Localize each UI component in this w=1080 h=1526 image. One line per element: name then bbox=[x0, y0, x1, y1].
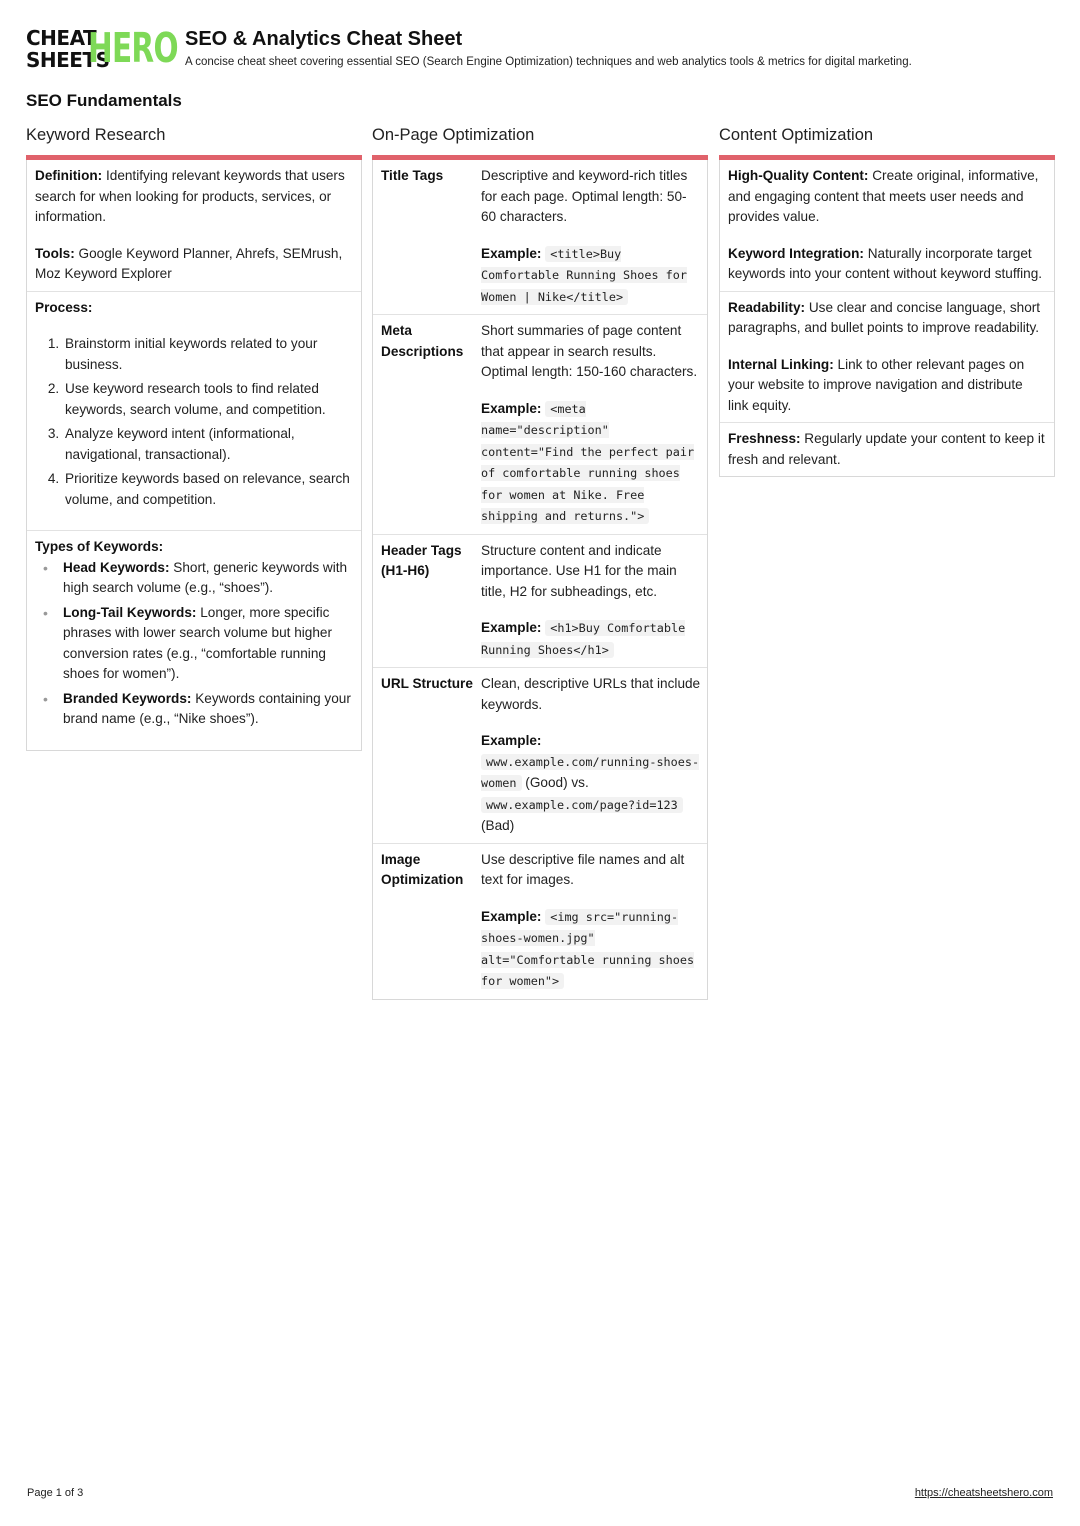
good-text: (Good) vs. bbox=[521, 775, 589, 790]
item-text: Regularly update your content to keep it fresh and relevant. bbox=[728, 431, 1045, 467]
example-label: Example: bbox=[481, 908, 542, 924]
section-title: SEO Fundamentals bbox=[26, 91, 182, 110]
content-cell bbox=[720, 160, 1054, 292]
row-desc: Clean, descriptive URLs that include keywords. bbox=[481, 676, 701, 712]
tools-label: Tools: bbox=[35, 245, 75, 261]
row-key: Image Optimization bbox=[381, 851, 464, 887]
code-snippet: <img src="running-shoes-women.jpg" alt="Comfortable running shoes for women"> bbox=[481, 909, 695, 988]
content-cell bbox=[720, 292, 1054, 424]
item-label: Internal Linking: bbox=[728, 356, 834, 372]
table-row bbox=[373, 844, 707, 999]
code-snippet: <title>Buy Comfortable Running Shoes for Women | Nike</title> bbox=[481, 246, 687, 304]
row-key: Title Tags bbox=[381, 168, 444, 183]
item-label: Readability: bbox=[728, 299, 806, 315]
item-label: High-Quality Content: bbox=[728, 168, 869, 183]
process-step: 3. Analyze keyword intent (informational, navigational, transactional). bbox=[63, 424, 353, 465]
onpage-optimization-card bbox=[372, 124, 708, 1000]
list-item bbox=[63, 689, 353, 730]
list-item bbox=[63, 603, 353, 685]
row-key: Header Tags (H1-H6) bbox=[381, 542, 462, 578]
page-header bbox=[26, 26, 1066, 76]
process-list bbox=[35, 334, 353, 510]
process-step: 1. Brainstorm initial keywords related to your business. bbox=[63, 334, 353, 375]
example-label: Example: bbox=[481, 620, 542, 635]
type-text: Longer, more specific phrases with lower search volume but higher conversion rates (e.g., “comfortable running shoes for women”). bbox=[63, 604, 332, 681]
item-label: Keyword Integration: bbox=[728, 245, 864, 261]
types-label: Types of Keywords: bbox=[35, 539, 164, 554]
item-text: Use clear and concise language, short paragraphs, and bullet points to improve readability. bbox=[728, 299, 1041, 335]
definition-label: Definition: bbox=[35, 168, 103, 183]
item-text: Naturally incorporate target keywords into your content without keyword stuffing. bbox=[728, 245, 1043, 281]
table-row bbox=[373, 315, 707, 535]
types-cell bbox=[27, 531, 361, 750]
row-key: Meta Descriptions bbox=[381, 323, 464, 359]
cheatsheetshero-logo[interactable] bbox=[26, 24, 178, 72]
definition-cell bbox=[27, 160, 361, 292]
page-number: Page 1 of 3 bbox=[27, 1487, 84, 1499]
card-title: Content Optimization bbox=[719, 126, 874, 144]
item-text: Create original, informative, and engaging content that meets user needs and provides value. bbox=[728, 168, 1039, 224]
row-desc: Descriptive and keyword-rich titles for each page. Optimal length: 50-60 characters. bbox=[481, 168, 688, 224]
card-body bbox=[26, 160, 362, 751]
type-label: Long-Tail Keywords: bbox=[63, 604, 197, 620]
page-subtitle: A concise cheat sheet covering essential SEO (Search Engine Optimization) techniques and web analytics tools & metrics for digital marketing. bbox=[185, 56, 912, 68]
card-body bbox=[719, 160, 1055, 477]
example-label: Example: bbox=[481, 733, 542, 748]
type-label: Branded Keywords: bbox=[63, 690, 192, 706]
logo-hero: HERO bbox=[88, 24, 178, 72]
process-cell bbox=[27, 292, 361, 532]
bad-text: (Bad) bbox=[481, 818, 515, 833]
content-optimization-card bbox=[719, 124, 1055, 477]
keyword-research-card bbox=[26, 124, 362, 751]
table-row bbox=[373, 668, 707, 844]
code-snippet: <h1>Buy Comfortable Running Shoes</h1> bbox=[481, 621, 686, 657]
row-desc: Short summaries of page content that appear in search results. Optimal length: 150-160 characters. bbox=[481, 323, 698, 379]
table-row bbox=[373, 160, 707, 315]
process-step: 4. Prioritize keywords based on relevance, search volume, and competition. bbox=[63, 469, 353, 510]
table-row bbox=[373, 535, 707, 669]
item-label: Freshness: bbox=[728, 431, 801, 446]
logo-cheat: CHEAT bbox=[26, 26, 97, 50]
type-text: Keywords containing your brand name (e.g., “Nike shoes”). bbox=[63, 690, 351, 726]
row-key: URL Structure bbox=[381, 676, 473, 691]
code-snippet: <meta name="description" content="Find the perfect pair of comfortable running shoes for women at Nike. Free shipping and returns."> bbox=[481, 401, 695, 523]
code-snippet-bad: www.example.com/page?id=123 bbox=[481, 797, 683, 813]
process-step: 2. Use keyword research tools to find related keywords, search volume, and competition. bbox=[63, 379, 353, 420]
item-text: Link to other relevant pages on your website to improve navigation and distribute link equity. bbox=[728, 356, 1025, 413]
row-desc: Use descriptive file names and alt text for images. bbox=[481, 851, 685, 887]
example-label: Example: bbox=[481, 245, 542, 261]
type-text: Short, generic keywords with high search volume (e.g., “shoes”). bbox=[63, 559, 348, 595]
types-list bbox=[35, 558, 353, 730]
row-desc: Structure content and indicate importance. Use H1 for the main title, H2 for subheadings, etc. bbox=[481, 542, 677, 599]
content-cell bbox=[720, 423, 1054, 476]
site-link[interactable]: https://cheatsheetshero.com bbox=[914, 1487, 1053, 1499]
process-label: Process: bbox=[35, 299, 93, 315]
list-item bbox=[63, 558, 353, 599]
example-label: Example: bbox=[481, 400, 542, 416]
tools-text: Google Keyword Planner, Ahrefs, SEMrush, Moz Keyword Explorer bbox=[35, 245, 343, 281]
card-body bbox=[372, 160, 708, 1000]
logo-sheets: SHEETS bbox=[26, 48, 110, 72]
type-label: Head Keywords: bbox=[63, 559, 170, 575]
card-title: On-Page Optimization bbox=[372, 126, 535, 144]
page-title: SEO & Analytics Cheat Sheet bbox=[185, 28, 463, 50]
card-title: Keyword Research bbox=[26, 126, 166, 144]
definition-text: Identifying relevant keywords that users search for when looking for products, services, or information. bbox=[35, 168, 345, 224]
code-snippet-good: www.example.com/running-shoes-women bbox=[481, 754, 700, 790]
